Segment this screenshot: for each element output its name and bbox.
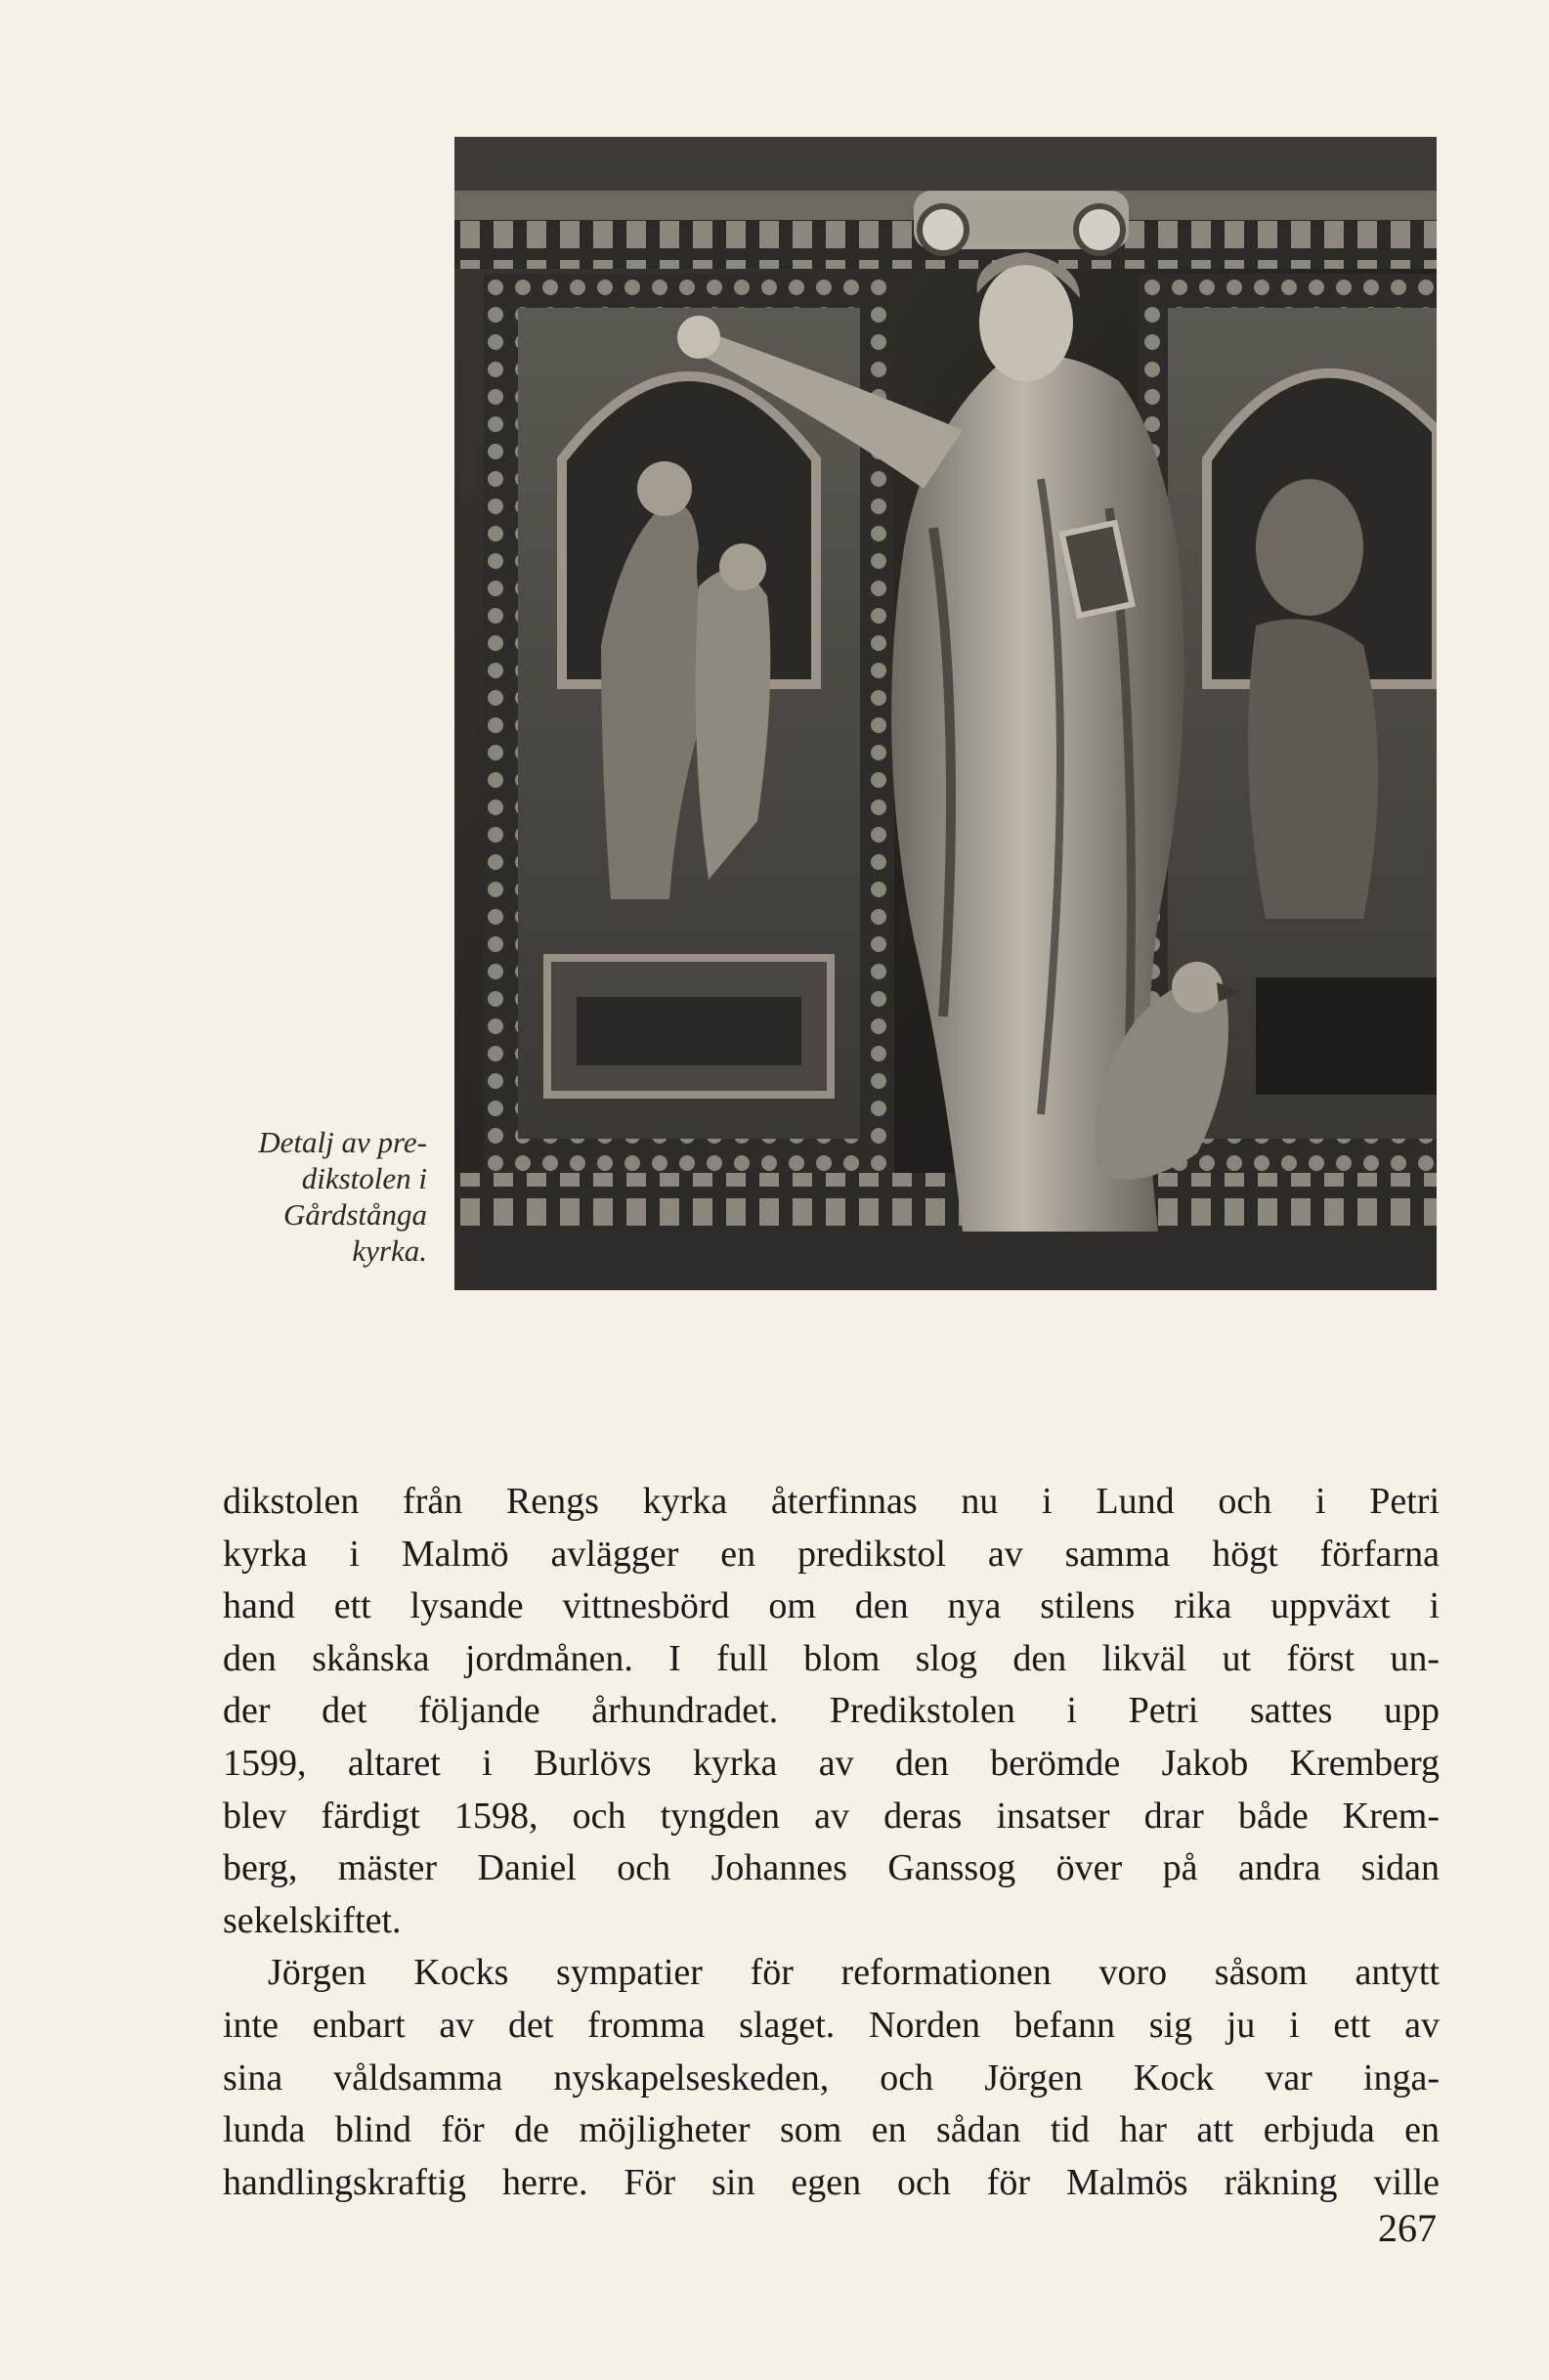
- caption-line: dikstolen i: [301, 1161, 427, 1195]
- pulpit-carving-illustration: [454, 137, 1437, 1290]
- text-line: inte enbart av det fromma slaget. Norden befann sig ju i ett av: [223, 2004, 1440, 2046]
- text-line: lunda blind för de möjligheter som en sådan tid har att erbjuda en: [223, 2109, 1440, 2151]
- text-line: sekelskiftet.: [223, 1899, 402, 1941]
- text-line: der det följande århundradet. Predikstolen i Petri sattes upp: [223, 1690, 1440, 1732]
- text-line: handlingskraftig herre. För sin egen och för Malmös räkning ville: [223, 2161, 1440, 2203]
- body-text: [223, 1476, 1440, 2209]
- text-line: 1599, altaret i Burlövs kyrka av den berömde Jakob Kremberg: [223, 1742, 1440, 1784]
- figure-caption: [210, 1124, 427, 1269]
- text-line: hand ett lysande vittnesbörd om den nya stilens rika uppväxt i: [223, 1585, 1440, 1627]
- text-line: berg, mäster Daniel och Johannes Ganssog över på andra sidan: [223, 1847, 1440, 1889]
- text-line: sina våldsamma nyskapelseskeden, och Jörgen Kock var inga-: [223, 2056, 1440, 2099]
- text-line: Jörgen Kocks sympatier för reformationen voro såsom antytt: [268, 1952, 1440, 1994]
- caption-line: Gårdstånga: [283, 1197, 427, 1232]
- text-line: dikstolen från Rengs kyrka återfinnas nu i Lund och i Petri: [223, 1481, 1440, 1522]
- text-line: den skånska jordmånen. I full blom slog den likväl ut först un-: [223, 1637, 1440, 1679]
- caption-line: Detalj av pre-: [258, 1125, 427, 1159]
- page-number: 267: [1378, 2206, 1437, 2250]
- text-line: kyrka i Malmö avlägger en predikstol av samma högt förfarna: [223, 1533, 1440, 1575]
- text-line: blev färdigt 1598, och tyngden av deras insatser drar både Krem-: [223, 1795, 1440, 1837]
- pulpit-detail-photo: [454, 137, 1437, 1290]
- caption-line: kyrka.: [352, 1233, 427, 1268]
